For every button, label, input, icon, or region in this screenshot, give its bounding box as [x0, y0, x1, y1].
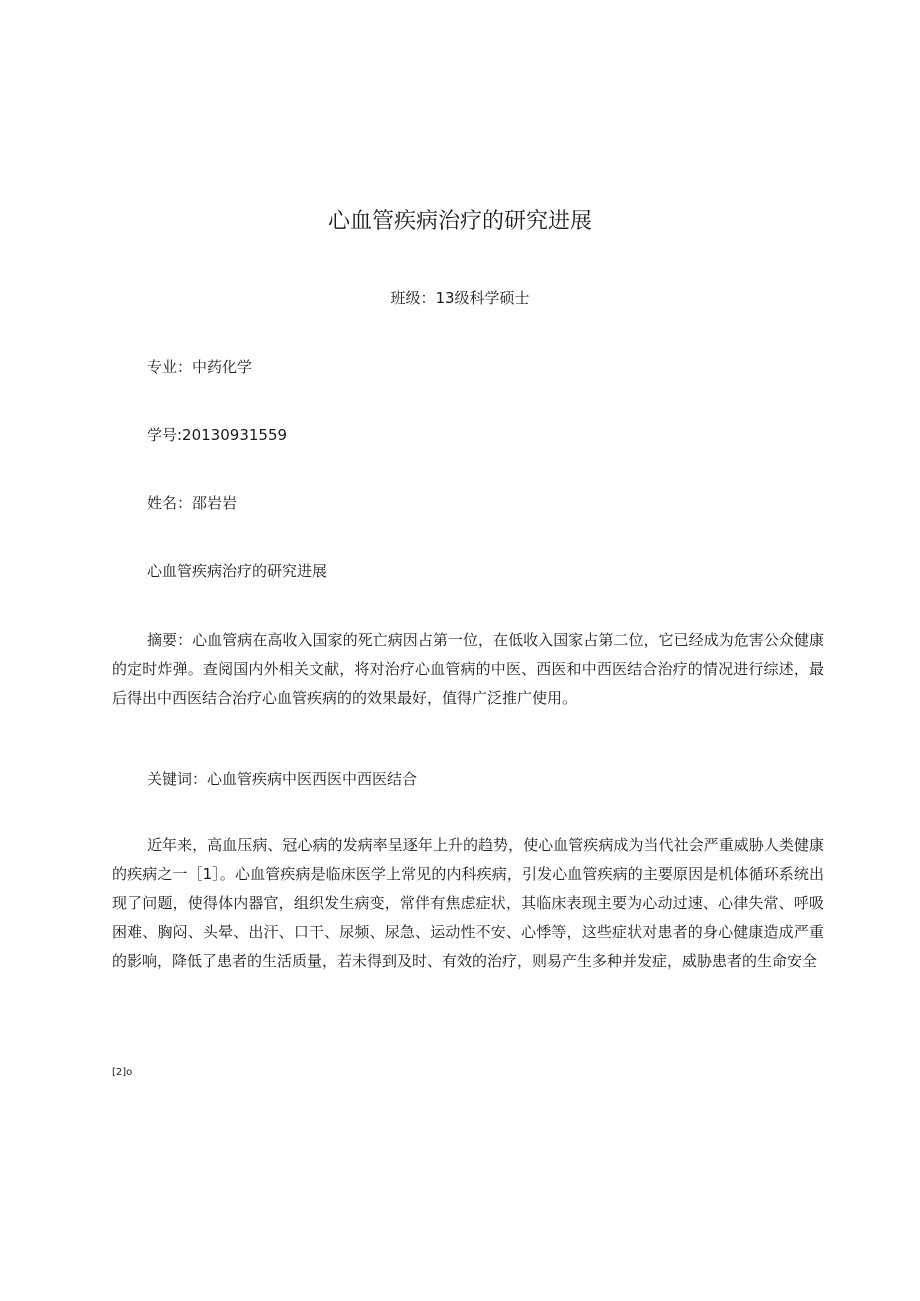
abstract-paragraph: 摘要：心血管病在高收入国家的死亡病因占第一位，在低收入国家占第二位，它已经成为危害公众健康的定时炸弹。查阅国内外相关文献，将对治疗心血管病的中医、西医和中西医结合治疗的情况进行综述，最后得出中西医结合治疗心血管疾病的的效果最好，值得广泛推广使用。 — [112, 631, 824, 707]
keywords-line: 关键词：心血管疾病中医西医中西医结合 — [147, 770, 418, 788]
major-line: 专业：中药化学 — [147, 358, 253, 376]
footnote-reference: [2]o — [112, 1067, 133, 1078]
section-title: 心血管疾病治疗的研究进展 — [147, 562, 328, 580]
student-id-line: 学号:20130931559 — [147, 426, 288, 444]
document-title: 心血管疾病治疗的研究进展 — [327, 209, 592, 234]
body-paragraph: 近年来，高血压病、冠心病的发病率呈逐年上升的趋势，使心血管疾病成为当代社会严重威胁人类健康的疾病之一［1］。心血管疾病是临床医学上常见的内科疾病，引发心血管疾病的主要原因是机体循环系统出现了问题，使得体内器官，组织发生病变，常伴有焦虑症状，其临床表现主要为心动过速、心律失常、呼吸困难、胸闷、头晕、出汗、口干、尿频、尿急、运动性不安、心悸等，这些症状对患者的身心健康造成严重的影响，降低了患者的生活质量，若未得到及时、有效的治疗，则易产生多种并发症，威胁患者的生命安全 — [112, 836, 824, 970]
name-line: 姓名：邵岩岩 — [147, 494, 238, 512]
class-line: 班级：13级科学硕士 — [390, 289, 530, 307]
